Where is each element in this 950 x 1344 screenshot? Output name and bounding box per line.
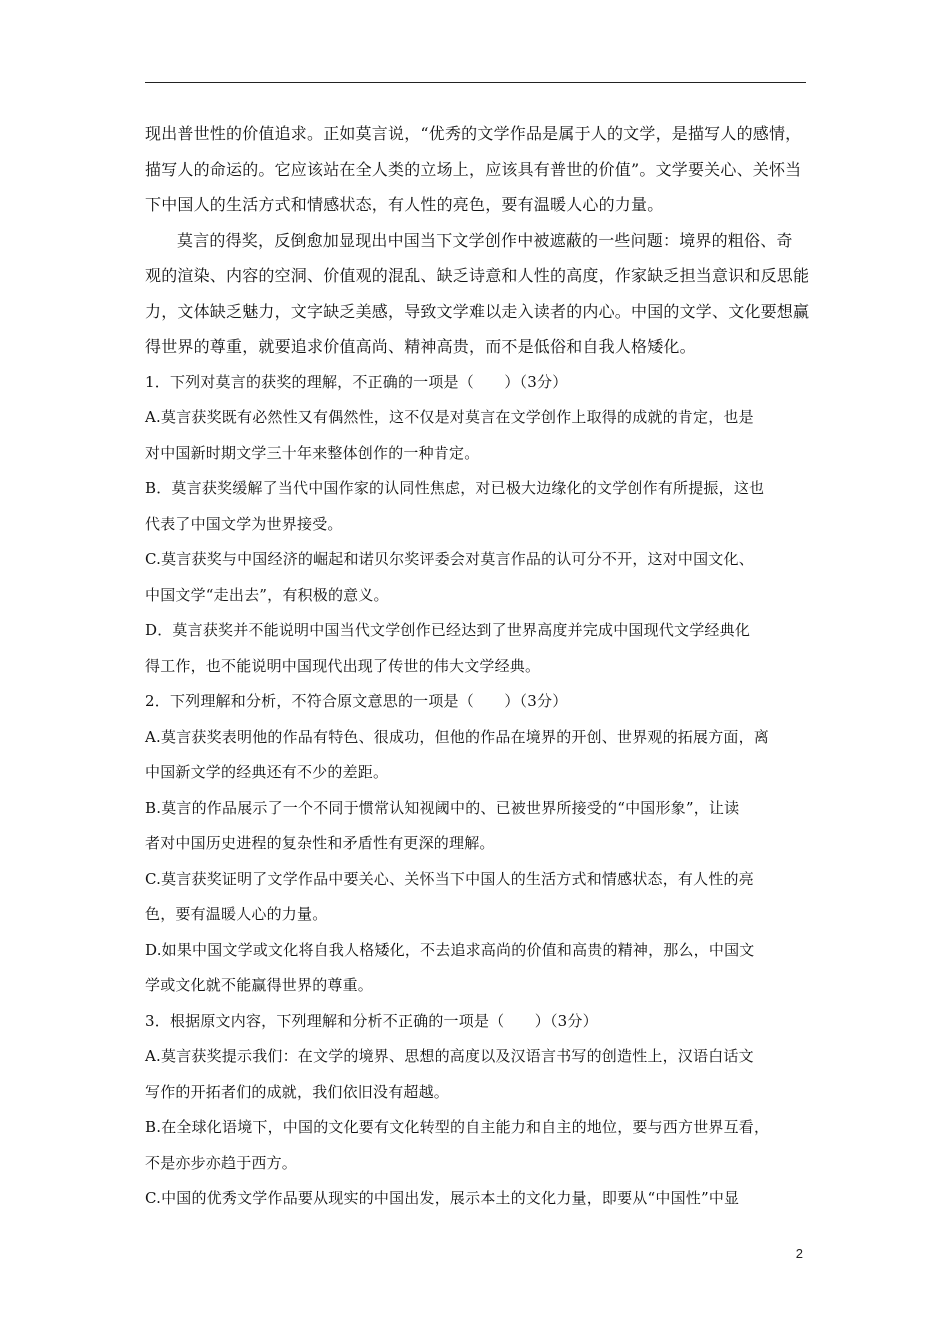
question-2: [145, 684, 810, 1004]
option-b: [145, 471, 810, 542]
option-c: [145, 1181, 810, 1217]
option-line: 色，要有温暖人心的力量。: [145, 905, 328, 923]
option-line: B．莫言获奖缓解了当代中国作家的认同性焦虑，对已极大边缘化的文学创作有所提振，这也: [145, 479, 765, 497]
option-line: 中国文学“走出去”，有积极的意义。: [145, 585, 389, 604]
text-line: 力，文体缺乏魅力，文字缺乏美感，导致文学难以走入读者的内心。中国的文学、文化要想赢: [145, 301, 810, 321]
option-line: D.如果中国文学或文化将自我人格矮化，不去追求高尚的价值和高贵的精神，那么，中国文: [145, 940, 755, 959]
option-c: [145, 862, 810, 933]
question-3: [145, 1004, 810, 1217]
option-line: 得工作，也不能说明中国现代出现了传世的伟大文学经典。: [145, 656, 541, 675]
option-line: A.莫言获奖提示我们：在文学的境界、思想的高度以及汉语言书写的创造性上，汉语白话文: [145, 1047, 754, 1065]
text-line: 得世界的尊重，就要追求价值高尚、精神高贵，而不是低俗和自我人格矮化。: [145, 337, 696, 356]
option-line: A.莫言获奖表明他的作品有特色、很成功，但他的作品在境界的开创、世界观的拓展方面，离: [145, 727, 770, 746]
option-line: 写作的开拓者们的成就，我们依旧没有超越。: [145, 1082, 450, 1101]
option-line: C.莫言获奖与中国经济的崛起和诺贝尔奖评委会对莫言作品的认可分不开，这对中国文化、: [145, 550, 754, 568]
option-a: [145, 720, 810, 791]
option-line: 学或文化就不能赢得世界的尊重。: [145, 976, 374, 994]
option-c: [145, 542, 810, 613]
option-line: 中国新文学的经典还有不少的差距。: [145, 763, 389, 781]
question-stem: 1．下列对莫言的获奖的理解，不正确的一项是（ ）（3分）: [145, 372, 568, 391]
option-a: [145, 1039, 810, 1110]
text-line: 描写人的命运的。它应该站在全人类的立场上，应该具有普世的价值”。文学要关心、关怀当: [145, 159, 802, 179]
option-b: [145, 1110, 810, 1181]
option-line: A.莫言获奖既有必然性又有偶然性，这不仅是对莫言在文学创作上取得的成就的肯定，也是: [145, 408, 754, 426]
option-b: [145, 791, 810, 862]
option-line: 对中国新时期文学三十年来整体创作的一种肯定。: [145, 443, 480, 462]
option-line: D．莫言获奖并不能说明中国当代文学创作已经达到了世界高度并完成中国现代文学经典化: [145, 621, 751, 639]
option-line: 代表了中国文学为世界接受。: [145, 514, 343, 533]
option-line: B.在全球化语境下，中国的文化要有文化转型的自主能力和自主的地位，要与西方世界互看，: [145, 1118, 770, 1136]
question-stem: 3．根据原文内容，下列理解和分析不正确的一项是（ ）（3分）: [145, 1011, 598, 1030]
text-line: 下中国人的生活方式和情感状态，有人性的亮色，要有温暖人心的力量。: [145, 195, 664, 214]
option-line: B.莫言的作品展示了一个不同于惯常认知视阈中的、已被世界所接受的“中国形象”，让读: [145, 798, 740, 817]
option-line: C.莫言获奖证明了文学作品中要关心、关怀当下中国人的生活方式和情感状态，有人性的亮: [145, 869, 754, 888]
option-line: 者对中国历史进程的复杂性和矛盾性有更深的理解。: [145, 834, 495, 852]
page-number: 2: [795, 1246, 803, 1261]
paragraph-2: [145, 223, 810, 365]
option-line: 不是亦步亦趋于西方。: [145, 1153, 298, 1172]
option-d: [145, 613, 810, 684]
option-a: [145, 400, 810, 471]
text-line: 莫言的得奖，反倒愈加显现出中国当下文学创作中被遮蔽的一些问题：境界的粗俗、奇: [177, 230, 793, 250]
question-stem: 2．下列理解和分析，不符合原文意思的一项是（ ）（3分）: [145, 692, 568, 710]
text-line: 现出普世性的价值追求。正如莫言说，“优秀的文学作品是属于人的文学，是描写人的感情，: [145, 124, 802, 143]
header-rule: [145, 82, 806, 83]
option-d: [145, 933, 810, 1004]
option-line: C.中国的优秀文学作品要从现实的中国出发，展示本土的文化力量，即要从“中国性”中显: [145, 1189, 740, 1207]
question-1: [145, 365, 810, 685]
document-body: [145, 116, 810, 1217]
paragraph-1: [145, 116, 810, 223]
text-line: 观的渲染、内容的空洞、价值观的混乱、缺乏诗意和人性的高度，作家缺乏担当意识和反思能: [145, 266, 810, 285]
